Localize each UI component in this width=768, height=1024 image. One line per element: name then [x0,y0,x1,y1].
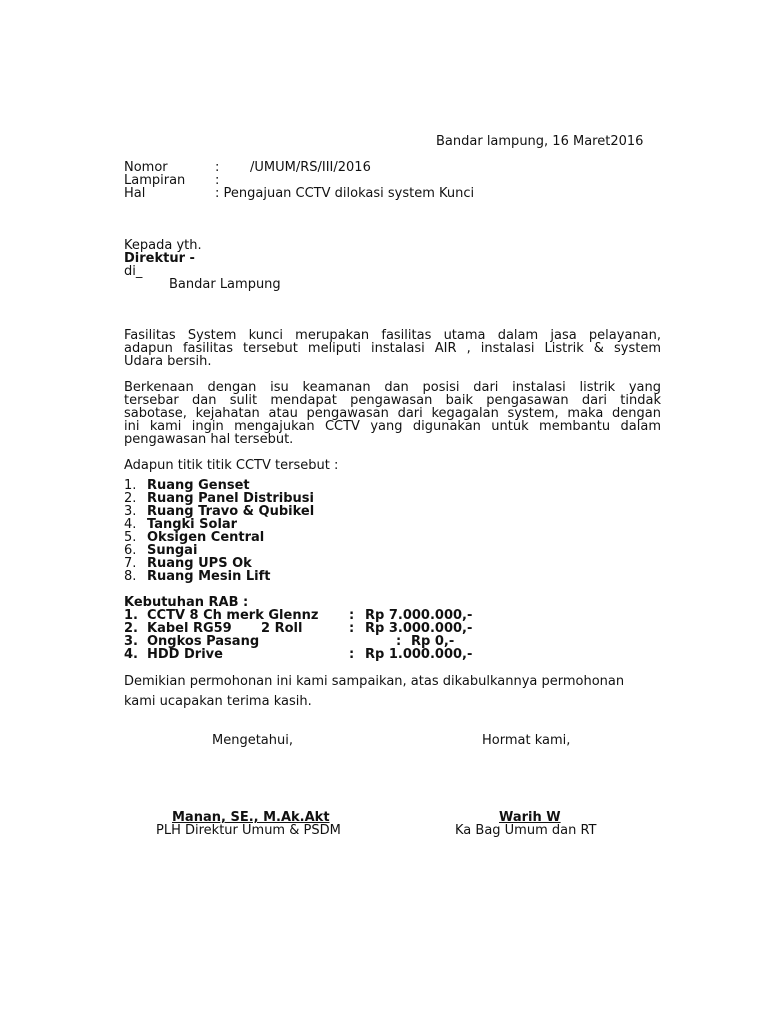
list-label: Ruang Panel Distribusi [147,491,314,506]
list-label: Oksigen Central [147,530,265,545]
paragraph-line: sabotase, kejahatan atau pengawasan dari kegagalan system, maka dengan [124,406,661,421]
closing-line-2: kami ucapakan terima kasih. [124,694,312,709]
lampiran-separator: : [215,173,220,188]
list-label: Ruang UPS Ok [147,556,252,571]
rab-price: Rp 3.000.000,- [365,621,473,636]
recipient-name: Direktur - [124,251,195,266]
paragraph-line: Berkenaan dengan isu keamanan dan posisi dari instalasi listrik yang [124,380,661,395]
rab-separator: : [349,621,355,636]
paragraph-line: adapun fasilitas tersebut meliputi instalasi AIR , instalasi Listrik & system [124,341,661,356]
paragraph-line: tersebar dan sulit mendapat pengawasan baik pengasawan dari tindak [124,393,661,408]
nomor-label: Nomor [124,160,168,175]
lampiran-label: Lampiran [124,173,186,188]
list-number: 4. [124,517,137,532]
right-signatory-name: Warih W [499,810,561,825]
left-signatory-name: Manan, SE., M.Ak.Akt [172,810,330,825]
paragraph-facilities [124,329,661,368]
list-number: 1. [124,478,137,493]
closing-line-1: Demikian permohonan ini kami sampaikan, atas dikabulkannya permohonan [124,674,625,689]
list-label: Tangki Solar [147,517,238,532]
rab-separator: : [349,647,355,662]
rab-number: 1. [124,608,138,623]
rab-price: Rp 7.000.000,- [365,608,473,623]
paragraph-security [124,381,661,446]
right-signatory-title: Ka Bag Umum dan RT [455,823,597,838]
recipient-greeting: Kepada yth. [124,238,202,253]
right-signature-caption: Hormat kami, [482,733,571,748]
rab-separator: : [396,634,402,649]
rab-number: 3. [124,634,138,649]
rab-number: 4. [124,647,138,662]
rab-item: CCTV 8 Ch merk Glennz [147,608,319,623]
paragraph-line: ini kami ingin mengajukan CCTV yang digunakan untuk membantu dalam [124,419,661,434]
recipient-di: di_ [124,264,143,279]
rab-item: Ongkos Pasang [147,634,260,649]
paragraph-line: Udara bersih. [124,354,212,369]
rab-price: Rp 0,- [411,634,455,649]
rab-title: Kebutuhan RAB : [124,595,249,610]
place-date: Bandar lampung, 16 Maret2016 [436,134,644,149]
left-signatory-title: PLH Direktur Umum & PSDM [156,823,341,838]
table-row [124,648,524,661]
points-intro: Adapun titik titik CCTV tersebut : [124,458,339,473]
list-number: 2. [124,491,137,506]
rab-item: HDD Drive [147,647,223,662]
rab-quantity: 2 Roll [261,621,303,636]
nomor-value: /UMUM/RS/III/2016 [250,160,371,175]
list-number: 6. [124,543,137,558]
paragraph-line: Fasilitas System kunci merupakan fasilitas utama dalam jasa pelayanan, [124,328,661,343]
paragraph-line: pengawasan hal tersebut. [124,432,294,447]
list-number: 7. [124,556,137,571]
left-signature-caption: Mengetahui, [212,733,293,748]
rab-price: Rp 1.000.000,- [365,647,473,662]
list-number: 8. [124,569,137,584]
list-label: Sungai [147,543,198,558]
list-number: 3. [124,504,137,519]
list-label: Ruang Genset [147,478,250,493]
hal-value: : Pengajuan CCTV dilokasi system Kunci [215,186,475,201]
rab-table [124,609,524,661]
list-label: Ruang Mesin Lift [147,569,271,584]
rab-number: 2. [124,621,138,636]
rab-separator: : [349,608,355,623]
rab-item: Kabel RG59 [147,621,232,636]
list-number: 5. [124,530,137,545]
list-label: Ruang Travo & Qubikel [147,504,315,519]
cctv-points-list [124,479,314,583]
hal-label: Hal [124,186,146,201]
nomor-separator: : [215,160,220,175]
list-item [124,570,314,583]
recipient-city: Bandar Lampung [169,277,281,292]
